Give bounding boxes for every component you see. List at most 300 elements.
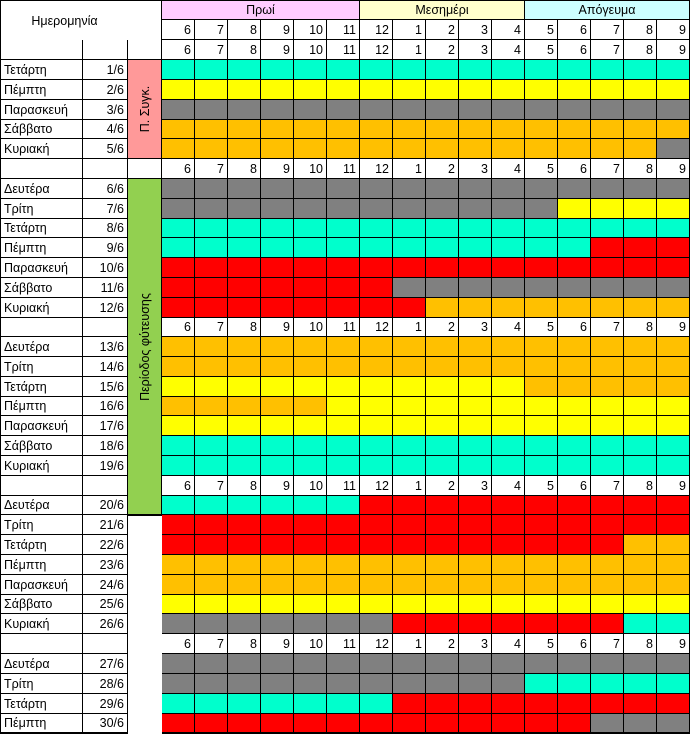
schedule-cell[interactable] xyxy=(492,436,525,456)
hour-header-cell[interactable]: 9 xyxy=(657,20,690,40)
schedule-cell[interactable] xyxy=(393,219,426,238)
schedule-cell[interactable] xyxy=(525,219,558,238)
schedule-cell[interactable] xyxy=(294,120,327,139)
schedule-cell[interactable] xyxy=(426,515,459,535)
schedule-cell[interactable] xyxy=(228,298,261,318)
schedule-cell[interactable] xyxy=(591,298,624,318)
hour-header-cell[interactable]: 11 xyxy=(327,40,360,60)
schedule-cell[interactable] xyxy=(624,436,657,456)
schedule-cell[interactable] xyxy=(228,714,261,733)
schedule-cell[interactable] xyxy=(162,100,195,120)
schedule-cell[interactable] xyxy=(393,515,426,535)
schedule-cell[interactable] xyxy=(492,199,525,219)
schedule-cell[interactable] xyxy=(558,258,591,278)
hour-header-cell[interactable]: 7 xyxy=(195,634,228,654)
schedule-cell[interactable] xyxy=(195,614,228,634)
schedule-cell[interactable] xyxy=(525,694,558,714)
schedule-cell[interactable] xyxy=(558,238,591,258)
schedule-cell[interactable] xyxy=(294,199,327,219)
schedule-cell[interactable] xyxy=(426,298,459,318)
schedule-cell[interactable] xyxy=(492,535,525,555)
schedule-cell[interactable] xyxy=(228,654,261,674)
schedule-cell[interactable] xyxy=(591,357,624,377)
date-cell[interactable]: 13/6 xyxy=(83,337,128,357)
schedule-cell[interactable] xyxy=(393,614,426,634)
day-cell[interactable]: Σάββατο xyxy=(0,278,83,298)
schedule-cell[interactable] xyxy=(525,714,558,733)
schedule-cell[interactable] xyxy=(228,575,261,595)
schedule-cell[interactable] xyxy=(426,595,459,614)
schedule-cell[interactable] xyxy=(228,60,261,80)
schedule-cell[interactable] xyxy=(525,80,558,100)
schedule-cell[interactable] xyxy=(162,357,195,377)
schedule-cell[interactable] xyxy=(492,219,525,238)
schedule-cell[interactable] xyxy=(459,397,492,416)
hour-header-cell[interactable]: 5 xyxy=(525,40,558,60)
schedule-cell[interactable] xyxy=(459,595,492,614)
hour-header-cell[interactable]: 4 xyxy=(492,159,525,179)
hour-header-cell[interactable]: 6 xyxy=(558,159,591,179)
schedule-cell[interactable] xyxy=(393,377,426,397)
schedule-cell[interactable] xyxy=(657,456,690,476)
schedule-cell[interactable] xyxy=(195,714,228,733)
schedule-cell[interactable] xyxy=(228,535,261,555)
schedule-cell[interactable] xyxy=(492,595,525,614)
schedule-cell[interactable] xyxy=(360,714,393,733)
schedule-cell[interactable] xyxy=(525,456,558,476)
schedule-cell[interactable] xyxy=(327,496,360,515)
schedule-cell[interactable] xyxy=(492,456,525,476)
schedule-cell[interactable] xyxy=(525,278,558,298)
hour-header-cell[interactable]: 1 xyxy=(393,634,426,654)
hour-header-cell[interactable]: 4 xyxy=(492,20,525,40)
schedule-cell[interactable] xyxy=(492,238,525,258)
schedule-cell[interactable] xyxy=(228,674,261,694)
schedule-cell[interactable] xyxy=(558,278,591,298)
schedule-cell[interactable] xyxy=(558,179,591,199)
schedule-cell[interactable] xyxy=(426,179,459,199)
schedule-cell[interactable] xyxy=(261,357,294,377)
schedule-cell[interactable] xyxy=(261,298,294,318)
schedule-cell[interactable] xyxy=(393,416,426,436)
schedule-cell[interactable] xyxy=(591,397,624,416)
schedule-cell[interactable] xyxy=(261,377,294,397)
schedule-cell[interactable] xyxy=(657,436,690,456)
day-cell[interactable]: Τετάρτη xyxy=(0,219,83,238)
schedule-cell[interactable] xyxy=(393,199,426,219)
hour-header-cell[interactable]: 11 xyxy=(327,476,360,496)
hour-header-cell[interactable]: 6 xyxy=(558,634,591,654)
schedule-cell[interactable] xyxy=(261,535,294,555)
schedule-cell[interactable] xyxy=(393,357,426,377)
hour-header-cell[interactable]: 1 xyxy=(393,159,426,179)
schedule-cell[interactable] xyxy=(492,496,525,515)
schedule-cell[interactable] xyxy=(492,179,525,199)
schedule-cell[interactable] xyxy=(558,80,591,100)
hour-header-cell[interactable]: 2 xyxy=(426,40,459,60)
schedule-cell[interactable] xyxy=(195,60,228,80)
schedule-cell[interactable] xyxy=(393,238,426,258)
schedule-cell[interactable] xyxy=(525,575,558,595)
schedule-cell[interactable] xyxy=(195,456,228,476)
schedule-cell[interactable] xyxy=(261,595,294,614)
hour-header-cell[interactable]: 9 xyxy=(261,318,294,337)
day-cell[interactable]: Τετάρτη xyxy=(0,60,83,80)
hour-header-cell[interactable]: 8 xyxy=(228,634,261,654)
schedule-cell[interactable] xyxy=(327,60,360,80)
schedule-cell[interactable] xyxy=(294,456,327,476)
schedule-cell[interactable] xyxy=(459,674,492,694)
schedule-cell[interactable] xyxy=(525,515,558,535)
schedule-cell[interactable] xyxy=(426,337,459,357)
hour-header-cell[interactable]: 6 xyxy=(558,20,591,40)
schedule-cell[interactable] xyxy=(228,199,261,219)
schedule-cell[interactable] xyxy=(525,397,558,416)
schedule-cell[interactable] xyxy=(327,555,360,575)
hour-header-cell[interactable]: 9 xyxy=(657,476,690,496)
schedule-cell[interactable] xyxy=(228,377,261,397)
schedule-cell[interactable] xyxy=(195,258,228,278)
schedule-cell[interactable] xyxy=(162,436,195,456)
schedule-cell[interactable] xyxy=(459,515,492,535)
date-cell[interactable]: 22/6 xyxy=(83,535,128,555)
schedule-cell[interactable] xyxy=(327,80,360,100)
schedule-cell[interactable] xyxy=(426,377,459,397)
date-cell[interactable]: 16/6 xyxy=(83,397,128,416)
schedule-cell[interactable] xyxy=(591,258,624,278)
schedule-cell[interactable] xyxy=(294,614,327,634)
schedule-cell[interactable] xyxy=(525,120,558,139)
schedule-cell[interactable] xyxy=(657,100,690,120)
hour-header-cell[interactable]: 7 xyxy=(195,476,228,496)
schedule-cell[interactable] xyxy=(426,674,459,694)
schedule-cell[interactable] xyxy=(228,139,261,159)
schedule-cell[interactable] xyxy=(327,614,360,634)
schedule-cell[interactable] xyxy=(459,694,492,714)
schedule-cell[interactable] xyxy=(591,436,624,456)
schedule-cell[interactable] xyxy=(591,416,624,436)
hour-header-cell[interactable]: 9 xyxy=(261,634,294,654)
schedule-cell[interactable] xyxy=(624,614,657,634)
date-cell[interactable]: 8/6 xyxy=(83,219,128,238)
schedule-cell[interactable] xyxy=(327,120,360,139)
group-header-2[interactable]: Απόγευμα xyxy=(525,0,690,20)
date-cell[interactable]: 1/6 xyxy=(83,60,128,80)
schedule-cell[interactable] xyxy=(195,694,228,714)
hour-header-cell[interactable]: 3 xyxy=(459,634,492,654)
schedule-cell[interactable] xyxy=(525,377,558,397)
date-cell[interactable]: 25/6 xyxy=(83,595,128,614)
schedule-cell[interactable] xyxy=(624,199,657,219)
schedule-cell[interactable] xyxy=(393,298,426,318)
schedule-cell[interactable] xyxy=(624,238,657,258)
schedule-cell[interactable] xyxy=(162,199,195,219)
hour-header-cell[interactable]: 8 xyxy=(624,634,657,654)
schedule-cell[interactable] xyxy=(624,278,657,298)
schedule-cell[interactable] xyxy=(228,496,261,515)
schedule-cell[interactable] xyxy=(657,258,690,278)
schedule-cell[interactable] xyxy=(558,397,591,416)
schedule-cell[interactable] xyxy=(426,80,459,100)
schedule-cell[interactable] xyxy=(360,674,393,694)
schedule-cell[interactable] xyxy=(459,714,492,733)
hour-header-cell[interactable]: 8 xyxy=(624,20,657,40)
date-cell[interactable]: 12/6 xyxy=(83,298,128,318)
schedule-cell[interactable] xyxy=(525,654,558,674)
schedule-cell[interactable] xyxy=(294,535,327,555)
date-cell[interactable]: 17/6 xyxy=(83,416,128,436)
schedule-cell[interactable] xyxy=(162,694,195,714)
schedule-cell[interactable] xyxy=(294,595,327,614)
schedule-cell[interactable] xyxy=(492,614,525,634)
schedule-cell[interactable] xyxy=(360,397,393,416)
date-cell[interactable]: 6/6 xyxy=(83,179,128,199)
schedule-cell[interactable] xyxy=(261,179,294,199)
schedule-cell[interactable] xyxy=(162,595,195,614)
schedule-cell[interactable] xyxy=(360,258,393,278)
hour-header-cell[interactable]: 6 xyxy=(162,476,195,496)
schedule-cell[interactable] xyxy=(624,80,657,100)
schedule-cell[interactable] xyxy=(657,120,690,139)
schedule-cell[interactable] xyxy=(459,416,492,436)
schedule-cell[interactable] xyxy=(294,555,327,575)
hour-header-cell[interactable]: 7 xyxy=(195,40,228,60)
schedule-cell[interactable] xyxy=(426,238,459,258)
schedule-cell[interactable] xyxy=(162,535,195,555)
schedule-cell[interactable] xyxy=(558,496,591,515)
schedule-cell[interactable] xyxy=(624,60,657,80)
schedule-cell[interactable] xyxy=(195,555,228,575)
schedule-cell[interactable] xyxy=(624,357,657,377)
hour-header-cell[interactable]: 8 xyxy=(228,159,261,179)
schedule-cell[interactable] xyxy=(426,219,459,238)
schedule-cell[interactable] xyxy=(624,595,657,614)
schedule-cell[interactable] xyxy=(393,456,426,476)
schedule-cell[interactable] xyxy=(525,258,558,278)
schedule-cell[interactable] xyxy=(558,714,591,733)
day-cell[interactable]: Τρίτη xyxy=(0,357,83,377)
schedule-cell[interactable] xyxy=(459,120,492,139)
schedule-cell[interactable] xyxy=(426,614,459,634)
schedule-cell[interactable] xyxy=(459,100,492,120)
schedule-cell[interactable] xyxy=(360,515,393,535)
schedule-cell[interactable] xyxy=(558,456,591,476)
schedule-cell[interactable] xyxy=(591,278,624,298)
schedule-cell[interactable] xyxy=(393,535,426,555)
schedule-cell[interactable] xyxy=(261,60,294,80)
hour-header-cell[interactable]: 5 xyxy=(525,476,558,496)
date-cell[interactable]: 15/6 xyxy=(83,377,128,397)
schedule-cell[interactable] xyxy=(162,139,195,159)
schedule-cell[interactable] xyxy=(360,179,393,199)
schedule-cell[interactable] xyxy=(195,120,228,139)
day-cell[interactable]: Πέμπτη xyxy=(0,238,83,258)
schedule-cell[interactable] xyxy=(195,179,228,199)
day-cell[interactable]: Πέμπτη xyxy=(0,80,83,100)
schedule-cell[interactable] xyxy=(624,219,657,238)
hour-header-cell[interactable]: 1 xyxy=(393,20,426,40)
schedule-cell[interactable] xyxy=(525,238,558,258)
schedule-cell[interactable] xyxy=(162,120,195,139)
schedule-cell[interactable] xyxy=(393,595,426,614)
schedule-cell[interactable] xyxy=(327,674,360,694)
schedule-cell[interactable] xyxy=(393,139,426,159)
schedule-cell[interactable] xyxy=(360,654,393,674)
schedule-cell[interactable] xyxy=(624,694,657,714)
hour-header-cell[interactable]: 4 xyxy=(492,476,525,496)
schedule-cell[interactable] xyxy=(162,575,195,595)
schedule-cell[interactable] xyxy=(393,278,426,298)
schedule-cell[interactable] xyxy=(492,694,525,714)
schedule-cell[interactable] xyxy=(492,377,525,397)
day-cell[interactable]: Πέμπτη xyxy=(0,714,83,733)
schedule-cell[interactable] xyxy=(162,337,195,357)
hour-header-cell[interactable]: 4 xyxy=(492,634,525,654)
schedule-cell[interactable] xyxy=(228,416,261,436)
schedule-cell[interactable] xyxy=(657,654,690,674)
hour-header-cell[interactable]: 4 xyxy=(492,318,525,337)
schedule-cell[interactable] xyxy=(459,298,492,318)
schedule-cell[interactable] xyxy=(657,674,690,694)
schedule-cell[interactable] xyxy=(195,496,228,515)
schedule-cell[interactable] xyxy=(591,456,624,476)
schedule-cell[interactable] xyxy=(426,694,459,714)
day-cell[interactable]: Δευτέρα xyxy=(0,179,83,199)
hour-header-cell[interactable]: 10 xyxy=(294,20,327,40)
schedule-cell[interactable] xyxy=(228,614,261,634)
schedule-cell[interactable] xyxy=(657,139,690,159)
schedule-cell[interactable] xyxy=(657,377,690,397)
schedule-cell[interactable] xyxy=(492,674,525,694)
schedule-cell[interactable] xyxy=(294,100,327,120)
schedule-cell[interactable] xyxy=(294,258,327,278)
schedule-cell[interactable] xyxy=(261,139,294,159)
schedule-cell[interactable] xyxy=(162,298,195,318)
schedule-cell[interactable] xyxy=(492,80,525,100)
day-cell[interactable]: Τετάρτη xyxy=(0,377,83,397)
schedule-cell[interactable] xyxy=(360,238,393,258)
schedule-cell[interactable] xyxy=(492,555,525,575)
schedule-cell[interactable] xyxy=(657,496,690,515)
schedule-cell[interactable] xyxy=(294,416,327,436)
date-cell[interactable]: 4/6 xyxy=(83,120,128,139)
hour-header-cell[interactable]: 7 xyxy=(195,20,228,40)
schedule-cell[interactable] xyxy=(657,515,690,535)
schedule-cell[interactable] xyxy=(228,219,261,238)
schedule-cell[interactable] xyxy=(393,436,426,456)
day-cell[interactable]: Τρίτη xyxy=(0,199,83,219)
hour-header-cell[interactable]: 8 xyxy=(228,20,261,40)
schedule-cell[interactable] xyxy=(195,219,228,238)
schedule-cell[interactable] xyxy=(459,436,492,456)
hour-header-cell[interactable]: 7 xyxy=(195,318,228,337)
schedule-cell[interactable] xyxy=(492,416,525,436)
schedule-cell[interactable] xyxy=(162,238,195,258)
schedule-cell[interactable] xyxy=(228,694,261,714)
schedule-cell[interactable] xyxy=(591,179,624,199)
schedule-cell[interactable] xyxy=(228,258,261,278)
schedule-cell[interactable] xyxy=(492,714,525,733)
day-cell[interactable]: Σάββατο xyxy=(0,595,83,614)
schedule-cell[interactable] xyxy=(459,377,492,397)
hour-header-cell[interactable]: 10 xyxy=(294,318,327,337)
date-cell[interactable]: 28/6 xyxy=(83,674,128,694)
day-cell[interactable]: Τρίτη xyxy=(0,674,83,694)
day-cell[interactable]: Δευτέρα xyxy=(0,496,83,515)
schedule-cell[interactable] xyxy=(261,614,294,634)
date-cell[interactable]: 3/6 xyxy=(83,100,128,120)
schedule-cell[interactable] xyxy=(162,278,195,298)
schedule-cell[interactable] xyxy=(492,575,525,595)
schedule-cell[interactable] xyxy=(657,595,690,614)
schedule-cell[interactable] xyxy=(261,416,294,436)
schedule-cell[interactable] xyxy=(294,278,327,298)
schedule-cell[interactable] xyxy=(525,614,558,634)
schedule-cell[interactable] xyxy=(327,258,360,278)
day-cell[interactable]: Τετάρτη xyxy=(0,535,83,555)
schedule-cell[interactable] xyxy=(228,456,261,476)
schedule-cell[interactable] xyxy=(195,199,228,219)
schedule-cell[interactable] xyxy=(327,595,360,614)
day-cell[interactable]: Κυριακή xyxy=(0,298,83,318)
schedule-cell[interactable] xyxy=(360,595,393,614)
schedule-cell[interactable] xyxy=(492,515,525,535)
schedule-cell[interactable] xyxy=(591,614,624,634)
schedule-cell[interactable] xyxy=(657,694,690,714)
schedule-cell[interactable] xyxy=(393,397,426,416)
schedule-cell[interactable] xyxy=(591,595,624,614)
schedule-cell[interactable] xyxy=(558,614,591,634)
group-header-0[interactable]: Πρωί xyxy=(162,0,360,20)
schedule-cell[interactable] xyxy=(294,139,327,159)
schedule-cell[interactable] xyxy=(195,515,228,535)
schedule-cell[interactable] xyxy=(459,654,492,674)
schedule-cell[interactable] xyxy=(228,436,261,456)
schedule-cell[interactable] xyxy=(261,654,294,674)
schedule-cell[interactable] xyxy=(294,80,327,100)
hour-header-cell[interactable]: 11 xyxy=(327,634,360,654)
schedule-cell[interactable] xyxy=(525,139,558,159)
schedule-cell[interactable] xyxy=(195,278,228,298)
schedule-cell[interactable] xyxy=(525,674,558,694)
schedule-cell[interactable] xyxy=(657,555,690,575)
schedule-cell[interactable] xyxy=(624,456,657,476)
schedule-cell[interactable] xyxy=(162,456,195,476)
schedule-cell[interactable] xyxy=(294,357,327,377)
schedule-cell[interactable] xyxy=(261,694,294,714)
schedule-cell[interactable] xyxy=(558,535,591,555)
schedule-cell[interactable] xyxy=(525,357,558,377)
schedule-cell[interactable] xyxy=(591,575,624,595)
schedule-cell[interactable] xyxy=(624,515,657,535)
schedule-cell[interactable] xyxy=(591,377,624,397)
day-cell[interactable]: Παρασκευή xyxy=(0,416,83,436)
schedule-cell[interactable] xyxy=(558,377,591,397)
hour-header-cell[interactable]: 9 xyxy=(657,634,690,654)
schedule-cell[interactable] xyxy=(492,258,525,278)
schedule-cell[interactable] xyxy=(624,258,657,278)
schedule-cell[interactable] xyxy=(459,139,492,159)
schedule-cell[interactable] xyxy=(657,219,690,238)
schedule-cell[interactable] xyxy=(426,575,459,595)
date-cell[interactable]: 11/6 xyxy=(83,278,128,298)
schedule-cell[interactable] xyxy=(195,357,228,377)
hour-header-cell[interactable]: 3 xyxy=(459,476,492,496)
hour-header-cell[interactable]: 9 xyxy=(261,40,294,60)
hour-header-cell[interactable]: 9 xyxy=(657,40,690,60)
schedule-cell[interactable] xyxy=(624,416,657,436)
hour-header-cell[interactable]: 6 xyxy=(162,318,195,337)
